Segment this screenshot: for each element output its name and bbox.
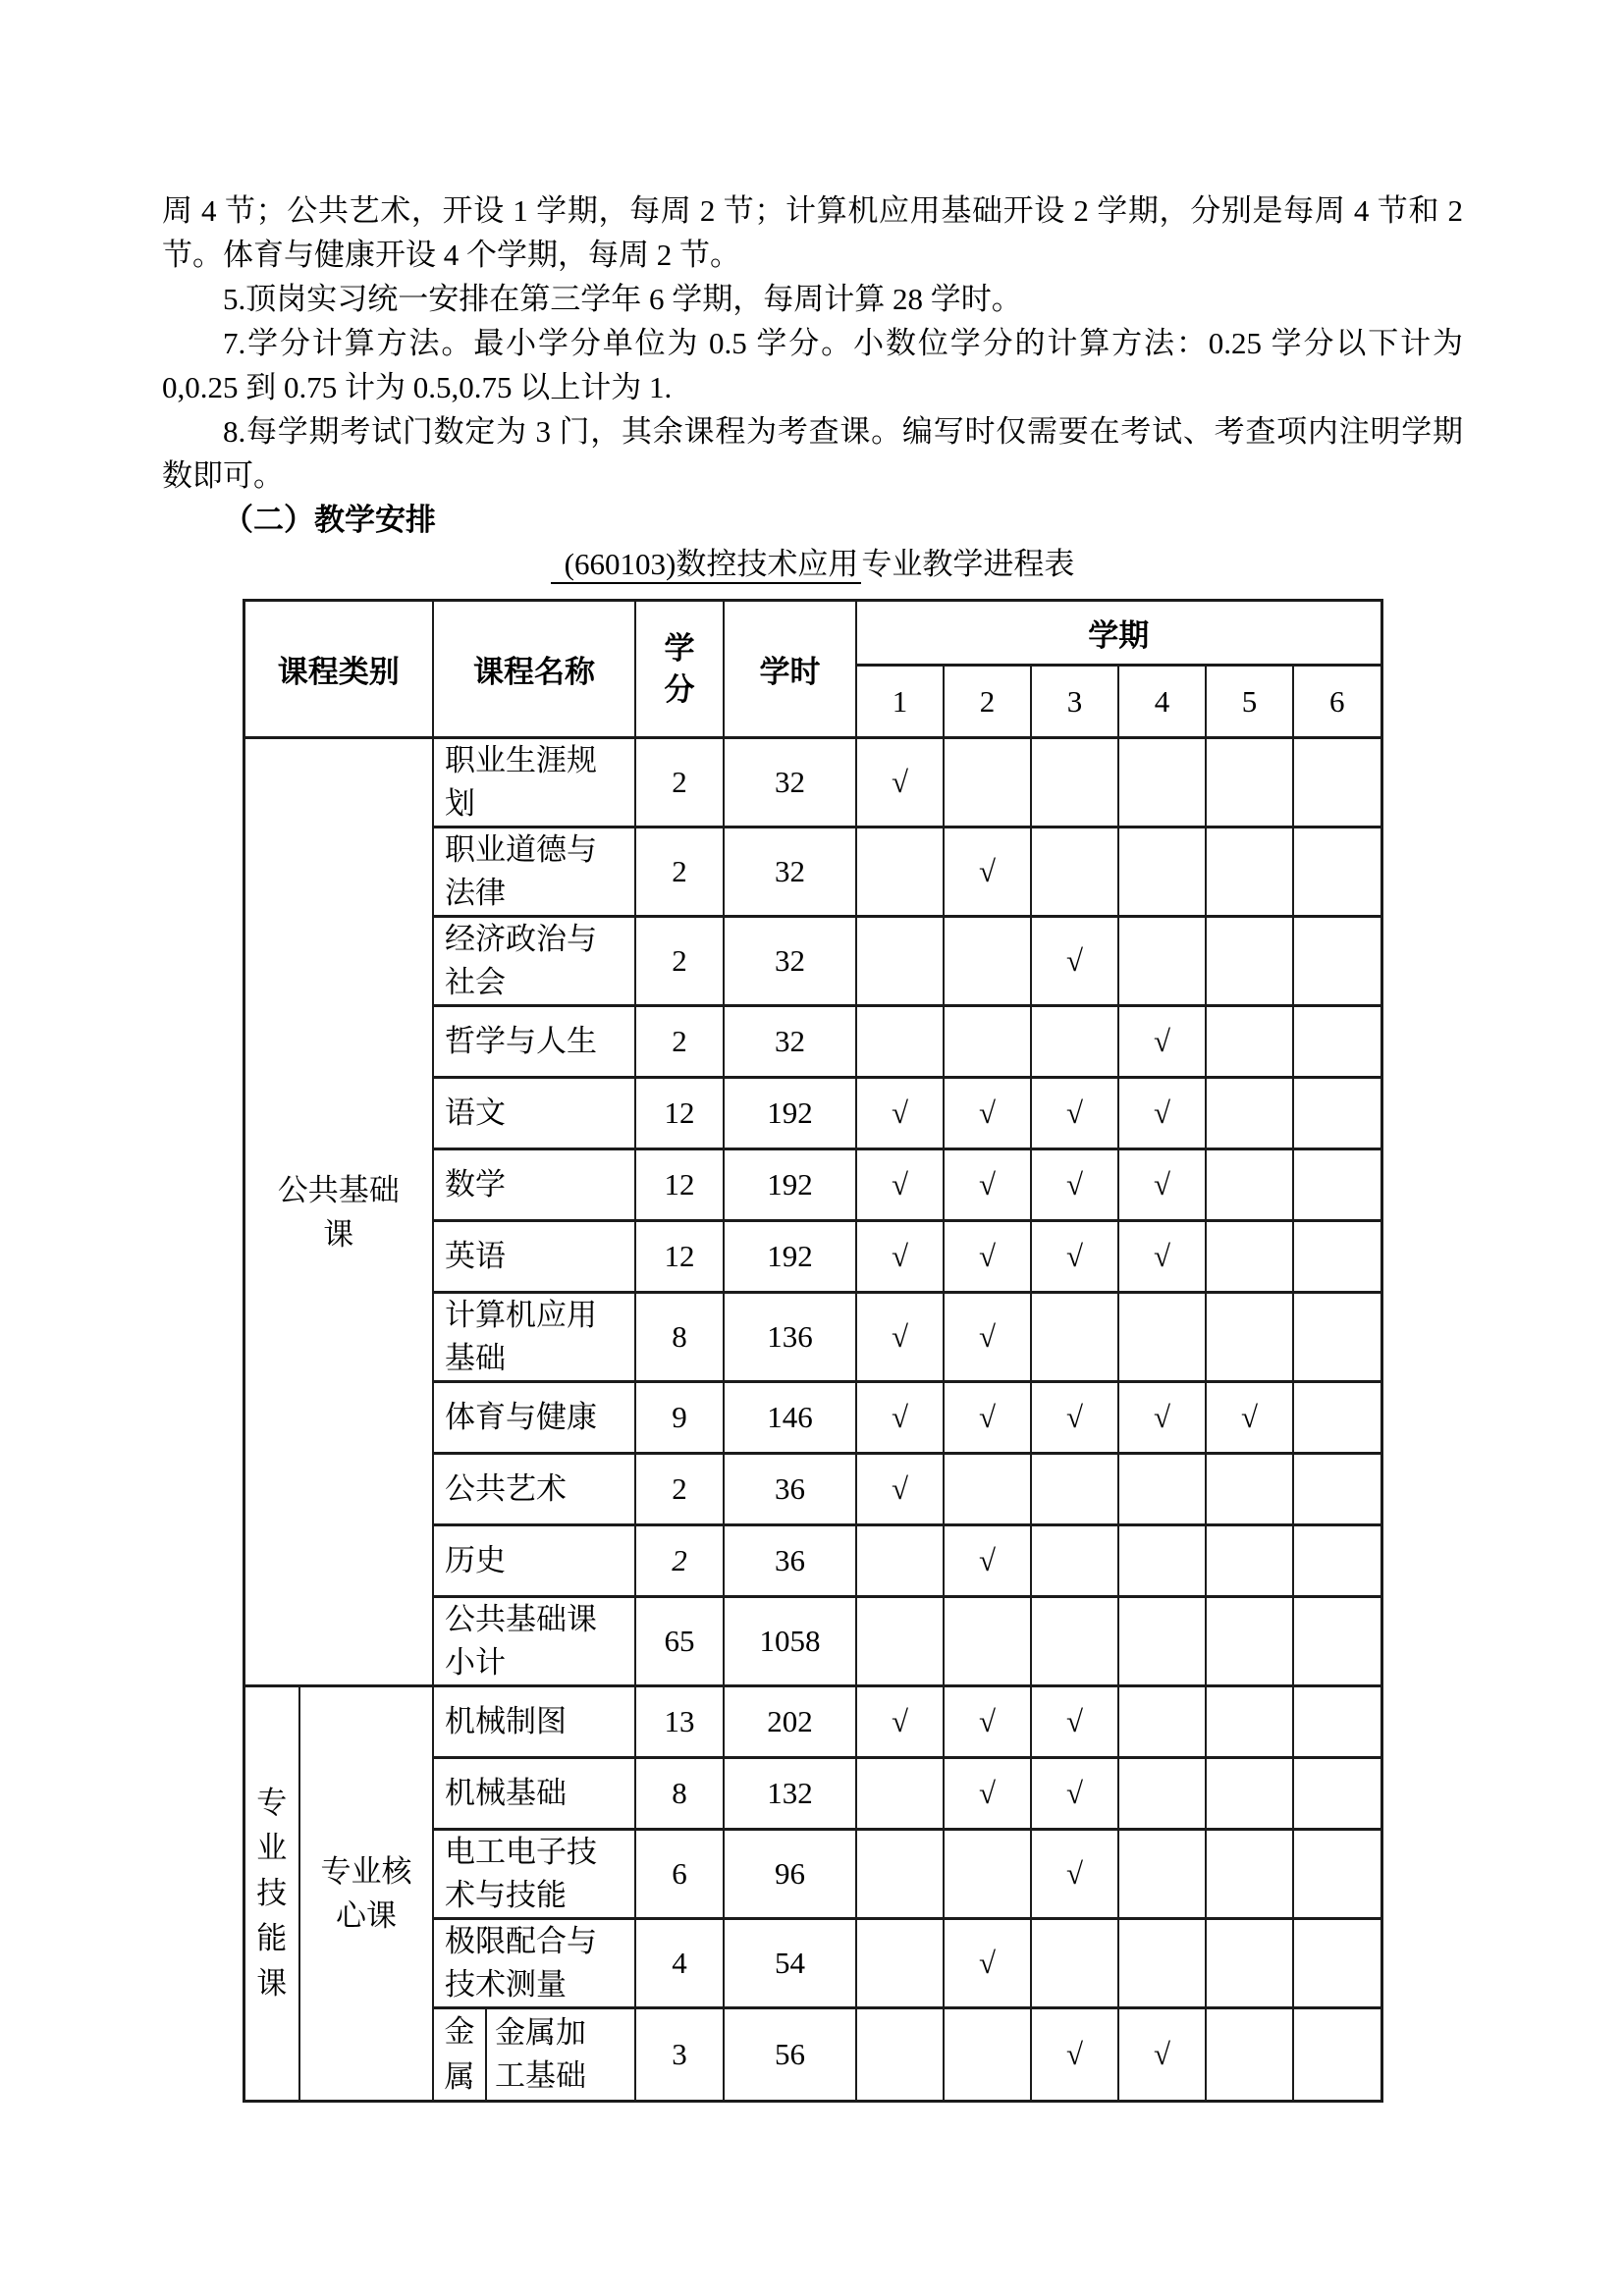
table-title [162, 542, 1463, 586]
table-row [244, 1686, 1381, 1758]
semester-check-cell [1031, 828, 1118, 917]
semester-check-cell [856, 1525, 944, 1597]
semester-check-cell [1206, 1293, 1293, 1382]
course-name-cell: 电工电子技术与技能 [433, 1830, 635, 1919]
course-name-cell: 英语 [433, 1221, 635, 1293]
credits-cell: 12 [635, 1221, 724, 1293]
semester-check-cell [1206, 1454, 1293, 1525]
course-name-prefix-label: 金属 [444, 2014, 475, 2094]
semester-check-cell: √ [1118, 1149, 1206, 1221]
credits-cell: 2 [635, 1006, 724, 1078]
semester-check-cell [856, 1006, 944, 1078]
semester-check-cell [1293, 1686, 1381, 1758]
semester-check-cell [1118, 1597, 1206, 1686]
hours-cell: 1058 [724, 1597, 856, 1686]
semester-check-cell [1031, 1454, 1118, 1525]
table-header-row [244, 601, 1381, 666]
semester-check-cell: √ [944, 1686, 1031, 1758]
hours-cell: 192 [724, 1221, 856, 1293]
course-name-cell: 语文 [433, 1078, 635, 1149]
semester-check-cell [856, 1830, 944, 1919]
section-subcategory-label: 专业核心课 [320, 1854, 412, 1933]
semester-check-cell: √ [1031, 2008, 1118, 2102]
semester-check-cell: √ [856, 1454, 944, 1525]
semester-check-cell [1118, 738, 1206, 828]
semester-check-cell: √ [1031, 917, 1118, 1006]
course-name-cell: 职业道德与法律 [433, 828, 635, 917]
semester-check-cell [856, 917, 944, 1006]
semester-check-cell [1206, 1525, 1293, 1597]
semester-check-cell: √ [944, 1293, 1031, 1382]
semester-check-cell: √ [856, 1078, 944, 1149]
header-credits-cell [635, 601, 724, 738]
header-semester-4: 4 [1118, 666, 1206, 738]
course-name-cell: 体育与健康 [433, 1382, 635, 1454]
semester-check-cell [1206, 1597, 1293, 1686]
header-category-cell: 课程类别 [244, 601, 433, 738]
semester-check-cell [944, 738, 1031, 828]
semester-check-cell: √ [1031, 1758, 1118, 1830]
semester-check-cell [1031, 1597, 1118, 1686]
semester-check-cell [1293, 1758, 1381, 1830]
semester-check-cell: √ [1118, 1078, 1206, 1149]
semester-check-cell [1206, 1758, 1293, 1830]
semester-check-cell: √ [856, 1382, 944, 1454]
hours-cell: 32 [724, 917, 856, 1006]
semester-check-cell [1118, 1758, 1206, 1830]
semester-check-cell [1206, 1919, 1293, 2008]
semester-check-cell [1293, 1078, 1381, 1149]
header-credits-label: 学分 [664, 630, 695, 707]
semester-check-cell [944, 1006, 1031, 1078]
semester-check-cell [1206, 2008, 1293, 2102]
semester-check-cell [1206, 1686, 1293, 1758]
paragraph-item-8: 8.每学期考试门数定为 3 门，其余课程为考查课。编写时仅需要在考试、考查项内注明学期数即可。 [162, 414, 1463, 493]
semester-check-cell [1206, 828, 1293, 917]
semester-check-cell [1118, 1919, 1206, 2008]
semester-check-cell [1293, 917, 1381, 1006]
semester-check-cell [856, 2008, 944, 2102]
paragraph-item-7: 7.学分计算方法。最小学分单位为 0.5 学分。小数位学分的计算方法：0.25 学分以下计为 0,0.25 到 0.75 计为 0.5,0.75 以上计为 1. [162, 326, 1463, 404]
section-category-cell [244, 738, 433, 1686]
table-title-rest: 专业教学进程表 [861, 547, 1075, 581]
semester-check-cell: √ [856, 1293, 944, 1382]
semester-check-cell: √ [944, 828, 1031, 917]
header-semester-1: 1 [856, 666, 944, 738]
course-name-cell: 职业生涯规划 [433, 738, 635, 828]
credits-cell: 65 [635, 1597, 724, 1686]
semester-check-cell [1031, 1525, 1118, 1597]
semester-check-cell [1118, 1830, 1206, 1919]
semester-check-cell [1031, 738, 1118, 828]
credits-cell: 13 [635, 1686, 724, 1758]
course-name-cell: 历史 [433, 1525, 635, 1597]
semester-check-cell [1293, 1006, 1381, 1078]
header-semester-6: 6 [1293, 666, 1381, 738]
semester-check-cell: √ [1118, 2008, 1206, 2102]
credits-cell: 2 [635, 1454, 724, 1525]
semester-check-cell [1118, 1454, 1206, 1525]
semester-check-cell [1206, 1006, 1293, 1078]
semester-check-cell [1293, 1525, 1381, 1597]
credits-cell: 2 [635, 1525, 724, 1597]
semester-check-cell [1293, 2008, 1381, 2102]
semester-check-cell: √ [944, 1758, 1031, 1830]
hours-cell: 146 [724, 1382, 856, 1454]
course-name-cell: 计算机应用基础 [433, 1293, 635, 1382]
semester-check-cell: √ [944, 1078, 1031, 1149]
paragraph-item-5: 5.顶岗实习统一安排在第三学年 6 学期，每周计算 28 学时。 [223, 282, 1022, 316]
semester-check-cell: √ [944, 1919, 1031, 2008]
header-semester-2: 2 [944, 666, 1031, 738]
hours-cell: 32 [724, 828, 856, 917]
course-name-prefix-cell [433, 2008, 486, 2102]
credits-cell: 9 [635, 1382, 724, 1454]
course-name-cell: 机械制图 [433, 1686, 635, 1758]
section-category-label: 公共基础课 [277, 1172, 400, 1252]
semester-check-cell: √ [944, 1382, 1031, 1454]
semester-check-cell: √ [856, 1149, 944, 1221]
paragraph-continuation: 周 4 节；公共艺术，开设 1 学期，每周 2 节；计算机应用基础开设 2 学期，分别是每周 4 节和 2 节。体育与健康开设 4 个学期，每周 2 节。 [162, 193, 1463, 272]
semester-check-cell [944, 1597, 1031, 1686]
section-heading: （二）教学安排 [223, 503, 436, 537]
semester-check-cell: √ [944, 1149, 1031, 1221]
curriculum-table [243, 599, 1383, 2103]
semester-check-cell: √ [1118, 1006, 1206, 1078]
semester-check-cell [1293, 1221, 1381, 1293]
course-name-cell: 哲学与人生 [433, 1006, 635, 1078]
credits-cell: 8 [635, 1758, 724, 1830]
semester-check-cell [1118, 1686, 1206, 1758]
credits-cell: 3 [635, 2008, 724, 2102]
semester-check-cell [1031, 1919, 1118, 2008]
credits-cell: 2 [635, 828, 724, 917]
header-hours-cell: 学时 [724, 601, 856, 738]
semester-check-cell: √ [1031, 1149, 1118, 1221]
semester-check-cell [944, 2008, 1031, 2102]
semester-check-cell: √ [1031, 1382, 1118, 1454]
credits-cell: 2 [635, 738, 724, 828]
semester-check-cell [1031, 1006, 1118, 1078]
hours-cell: 32 [724, 1006, 856, 1078]
course-name-cell: 公共基础课小计 [433, 1597, 635, 1686]
credits-cell: 12 [635, 1149, 724, 1221]
semester-check-cell [1293, 1597, 1381, 1686]
semester-check-cell [1293, 1830, 1381, 1919]
header-semester-3: 3 [1031, 666, 1118, 738]
header-course-name-cell: 课程名称 [433, 601, 635, 738]
semester-check-cell [1118, 1293, 1206, 1382]
section-subcategory-cell [299, 1686, 433, 2102]
semester-check-cell [1031, 1293, 1118, 1382]
semester-check-cell: √ [1206, 1382, 1293, 1454]
semester-check-cell [1293, 828, 1381, 917]
semester-check-cell [856, 1919, 944, 2008]
semester-check-cell: √ [1031, 1078, 1118, 1149]
credits-cell: 6 [635, 1830, 724, 1919]
hours-cell: 192 [724, 1078, 856, 1149]
course-name-cell: 公共艺术 [433, 1454, 635, 1525]
semester-check-cell [1206, 1830, 1293, 1919]
hours-cell: 56 [724, 2008, 856, 2102]
section-category-cell [244, 1686, 299, 2102]
semester-check-cell [1206, 1221, 1293, 1293]
course-name-cell: 数学 [433, 1149, 635, 1221]
course-name-cell: 机械基础 [433, 1758, 635, 1830]
header-semester-cell: 学期 [856, 601, 1381, 666]
semester-check-cell: √ [856, 1221, 944, 1293]
credits-cell: 12 [635, 1078, 724, 1149]
semester-check-cell [944, 1830, 1031, 1919]
semester-check-cell [1293, 738, 1381, 828]
credits-cell: 4 [635, 1919, 724, 2008]
semester-check-cell [1118, 1525, 1206, 1597]
semester-check-cell [1206, 1149, 1293, 1221]
semester-check-cell [1206, 1078, 1293, 1149]
semester-check-cell [1293, 1293, 1381, 1382]
semester-check-cell: √ [856, 1686, 944, 1758]
hours-cell: 192 [724, 1149, 856, 1221]
credits-cell: 2 [635, 917, 724, 1006]
hours-cell: 54 [724, 1919, 856, 2008]
semester-check-cell: √ [1031, 1221, 1118, 1293]
semester-check-cell [1293, 1919, 1381, 2008]
semester-check-cell [944, 917, 1031, 1006]
table-title-underlined: (660103)数控技术应用 [551, 547, 862, 584]
semester-check-cell [1118, 917, 1206, 1006]
semester-check-cell: √ [1031, 1830, 1118, 1919]
semester-check-cell [1293, 1382, 1381, 1454]
header-semester-5: 5 [1206, 666, 1293, 738]
hours-cell: 36 [724, 1454, 856, 1525]
semester-check-cell [1206, 917, 1293, 1006]
credits-cell: 8 [635, 1293, 724, 1382]
hours-cell: 132 [724, 1758, 856, 1830]
semester-check-cell: √ [944, 1221, 1031, 1293]
course-name-cell: 经济政治与社会 [433, 917, 635, 1006]
semester-check-cell [856, 1758, 944, 1830]
hours-cell: 32 [724, 738, 856, 828]
semester-check-cell [856, 1597, 944, 1686]
section-category-label-vertical: 专业技能课 [256, 1786, 288, 2001]
semester-check-cell: √ [1031, 1686, 1118, 1758]
semester-check-cell: √ [1118, 1221, 1206, 1293]
semester-check-cell [1206, 738, 1293, 828]
semester-check-cell: √ [856, 738, 944, 828]
hours-cell: 202 [724, 1686, 856, 1758]
semester-check-cell [1118, 828, 1206, 917]
course-name-cell: 极限配合与技术测量 [433, 1919, 635, 2008]
course-name-cell: 金属加工基础 [486, 2008, 635, 2102]
semester-check-cell [856, 828, 944, 917]
hours-cell: 36 [724, 1525, 856, 1597]
semester-check-cell [1293, 1149, 1381, 1221]
semester-check-cell: √ [944, 1525, 1031, 1597]
table-row [244, 738, 1381, 828]
hours-cell: 96 [724, 1830, 856, 1919]
hours-cell: 136 [724, 1293, 856, 1382]
semester-check-cell: √ [1118, 1382, 1206, 1454]
semester-check-cell [944, 1454, 1031, 1525]
semester-check-cell [1293, 1454, 1381, 1525]
